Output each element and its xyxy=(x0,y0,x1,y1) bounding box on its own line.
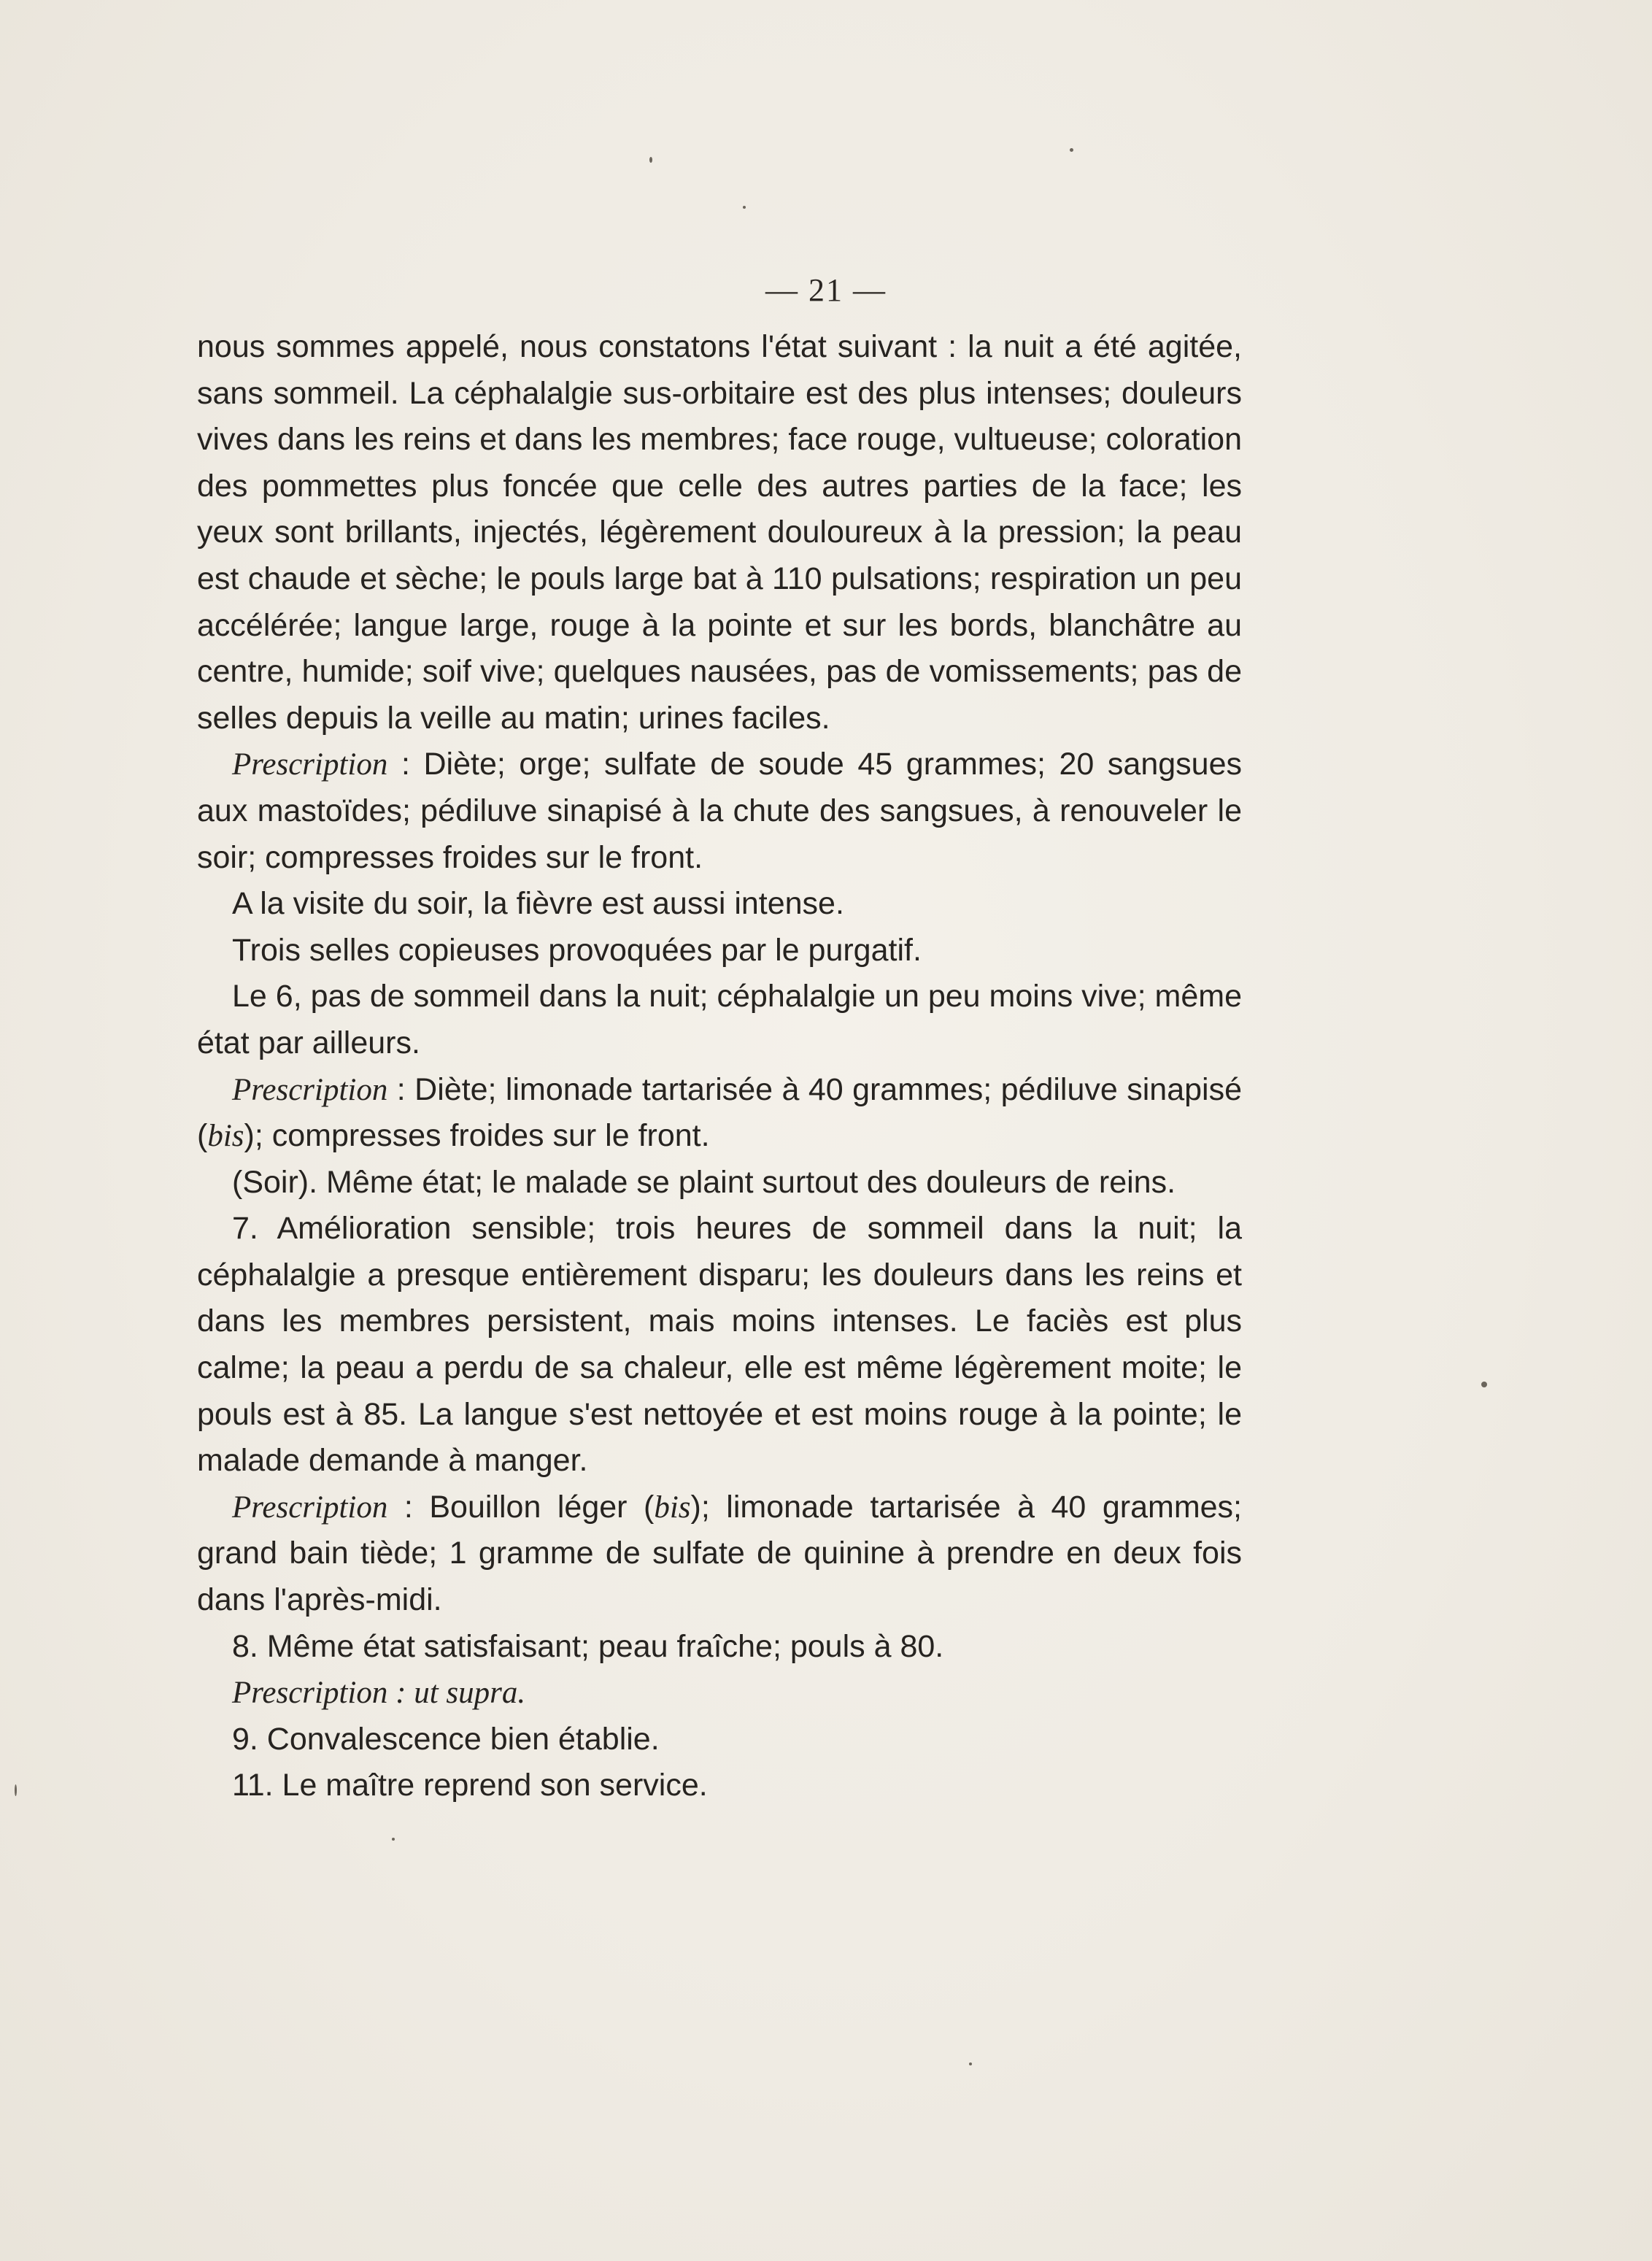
paragraph-day-8: 8. Même état satisfaisant; peau fraîche; pouls à 80. xyxy=(232,1628,944,1664)
prescription-text-end: ); compresses froides sur le front. xyxy=(244,1118,710,1154)
prescription-label: Prescription xyxy=(232,1676,388,1711)
prescription-text: : Bouillon léger ( xyxy=(387,1489,655,1525)
paper-speck xyxy=(969,2062,972,2065)
prescription-text-end: ); limonade tartarisée à 40 grammes; grand bain tiède; 1 gramme de sulfate de quinine à prendre en deux fois dans l'après-midi. xyxy=(197,1489,1243,1618)
paper-speck xyxy=(15,1784,17,1796)
paragraph-evening-state: (Soir). Même état; le malade se plaint surtout des douleurs de reins. xyxy=(232,1164,1176,1200)
prescription-label: Prescription xyxy=(232,1490,388,1525)
paragraph-prescription-2 xyxy=(197,1067,1242,1160)
prescription-label: Prescription xyxy=(232,1072,388,1107)
bis-note: bis xyxy=(654,1490,691,1525)
paper-speck xyxy=(1481,1382,1487,1387)
paragraph-purgative: Trois selles copieuses provoquées par le purgatif. xyxy=(232,932,922,968)
paragraph-observation: nous sommes appelé, nous constatons l'état suivant : la nuit a été agitée, sans sommeil. La céphalalgie sus-orbitaire est des plus intenses; douleurs vives dans les reins et dans les membres; face rouge, vultueuse; coloration des pommettes plus foncée que celle des autres parties de la face; les yeux sont brillants, injectés, légèrement douloureux à la pression; la peau est chaude et sèche; le pouls large bat à 110 pulsations; respiration un peu accélérée; langue large, rouge à la pointe et sur les bords, blanchâtre au centre, humide; soif vive; quelques nausées, pas de vomissements; pas de selles depuis la veille au matin; urines faciles. xyxy=(197,329,1242,736)
prescription-text: : ut supra. xyxy=(387,1676,526,1711)
prescription-text: : Diète; orge; sulfate de soude 45 grammes; 20 sangsues aux mastoïdes; pédiluve sinapisé à la chute des sangsues, à renouveler le soir; compresses froides sur le front. xyxy=(197,747,1242,875)
page-number: — 21 — xyxy=(765,272,887,308)
paper-speck xyxy=(1070,148,1073,152)
paragraph-evening-visit: A la visite du soir, la fièvre est aussi intense. xyxy=(232,886,844,922)
paragraph-prescription-4 xyxy=(197,1670,1242,1717)
paper-speck xyxy=(649,157,652,163)
prescription-label: Prescription xyxy=(232,747,388,782)
paragraph-day-7: 7. Amélioration sensible; trois heures de sommeil dans la nuit; la céphalalgie a presque entièrement disparu; les douleurs dans les reins et dans les membres persistent, mais moins intenses. Le faciès est plus calme; la peau a perdu de sa chaleur, elle est même légèrement moite; le pouls est à 85. La langue s'est nettoyée et est moins rouge à la pointe; le malade demande à manger. xyxy=(197,1211,1242,1479)
paragraph-day-6: Le 6, pas de sommeil dans la nuit; céphalalgie un peu moins vive; même état par ailleurs. xyxy=(197,979,1242,1060)
body-text xyxy=(197,324,1242,1809)
prescription-text: : Diète; limonade tartarisée à 40 grammes; pédiluve sinapisé ( xyxy=(197,1071,1242,1154)
bis-note: bis xyxy=(207,1119,244,1154)
paragraph-day-9: 9. Convalescence bien établie. xyxy=(232,1721,660,1757)
paper-speck xyxy=(392,1838,395,1841)
paragraph-day-11: 11. Le maître reprend son service. xyxy=(232,1768,708,1803)
paragraph-prescription-1 xyxy=(197,742,1242,881)
paper-speck xyxy=(743,206,746,209)
paragraph-prescription-3 xyxy=(197,1484,1242,1624)
